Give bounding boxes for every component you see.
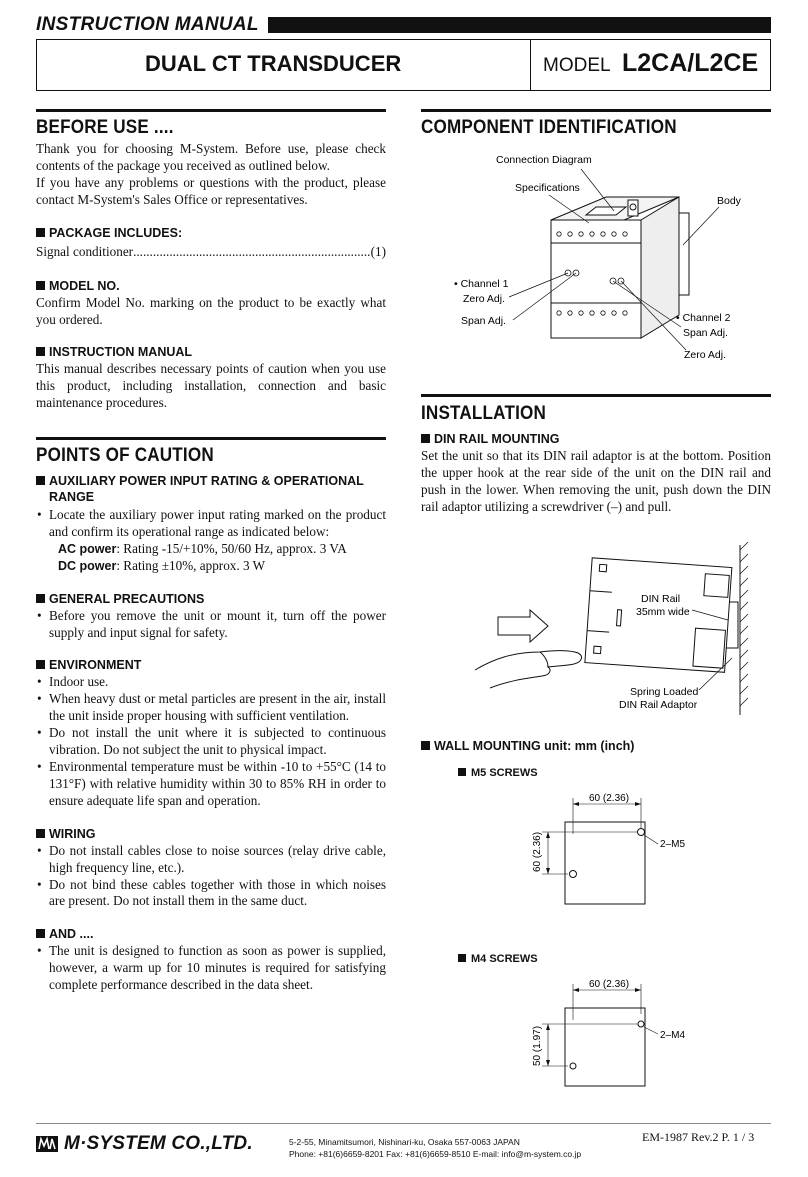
and-text: • The unit is designed to function as soon as power is supplied, however, a warm up for 10 minutes is required for satisfying complete performance described in the data sheet. bbox=[36, 943, 386, 994]
environment-item: • Do not install the unit where it is subjected to continuous vibration. Do not subject the unit to physical impact. bbox=[36, 725, 386, 759]
instruction-manual-text: This manual describes necessary points of caution when you use this product, including installation, connection and basic maintenance procedures. bbox=[36, 361, 386, 411]
label-channel-2: • Channel 2 bbox=[676, 312, 731, 324]
installation-heading: INSTALLATION bbox=[421, 403, 547, 424]
model-value: L2CA/L2CE bbox=[622, 49, 759, 77]
company-name: M·SYSTEM CO.,LTD. bbox=[64, 1133, 253, 1154]
m5-dim-vertical: 60 (2.36) bbox=[532, 831, 543, 872]
aux-power-text: • Locate the auxiliary power input rating marked on the product and confirm its operational range as indicated below: bbox=[36, 507, 386, 541]
environment-item: • When heavy dust or metal particles are present in the air, install the unit inside proper housing with sufficient ventilation. bbox=[36, 691, 386, 725]
din-rail-width-label: 35mm wide bbox=[636, 606, 690, 618]
m5-dim-horizontal: 60 (2.36) bbox=[589, 793, 630, 804]
company-logo bbox=[36, 1133, 253, 1155]
component-heading: COMPONENT IDENTIFICATION bbox=[421, 117, 677, 138]
before-use-section bbox=[36, 141, 386, 412]
label-channel-1: • Channel 1 bbox=[454, 278, 509, 290]
wall-mounting-heading: WALL MOUNTING unit: mm (inch) bbox=[421, 739, 634, 753]
spring-loaded-label: Spring Loaded bbox=[630, 686, 699, 698]
msystem-logo-icon bbox=[36, 1136, 58, 1152]
before-use-contact: If you have any problems or questions with the product, please contact M-System's Sales Office or representatives. bbox=[36, 174, 386, 207]
din-rail-section bbox=[421, 432, 771, 516]
product-title: DUAL CT TRANSDUCER bbox=[145, 51, 402, 76]
aux-power-heading: AUXILIARY POWER INPUT RATING & OPERATIONAL RANGE bbox=[36, 473, 386, 505]
package-item-row bbox=[36, 244, 386, 260]
before-use-intro: Thank you for choosing M-System. Before use, please check contents of the package you received as outlined below. bbox=[36, 141, 386, 173]
package-heading: PACKAGE INCLUDES: bbox=[36, 226, 386, 240]
label-connection-diagram: Connection Diagram bbox=[496, 154, 592, 166]
general-precautions-text: • Before you remove the unit or mount it, turn off the power supply and input signal for safety. bbox=[36, 608, 386, 642]
din-rail-heading: DIN RAIL MOUNTING bbox=[421, 432, 771, 446]
din-rail-text: Set the unit so that its DIN rail adaptor is at the bottom. Position the upper hook at the rear side of the unit on the DIN rail and push in the lower. When removing the unit, push down the DIN rail adaptor utilizing a screwdriver (–) and pull. bbox=[421, 448, 771, 514]
package-qty: (1) bbox=[370, 243, 386, 259]
caution-heading: POINTS OF CAUTION bbox=[36, 445, 214, 466]
title-divider bbox=[530, 39, 531, 91]
m5-heading: M5 SCREWS bbox=[458, 767, 538, 779]
m4-screw-label: 2–M4 bbox=[660, 1030, 686, 1041]
m5-screw-label: 2–M5 bbox=[660, 839, 686, 850]
document-number: EM-1987 Rev.2 P. 1 / 3 bbox=[642, 1130, 755, 1144]
package-item: Signal conditioner bbox=[36, 243, 134, 259]
model-no-heading: MODEL NO. bbox=[36, 279, 386, 293]
section-rule bbox=[36, 109, 386, 112]
din-rail-label: DIN Rail bbox=[641, 593, 681, 605]
m4-mounting-diagram bbox=[530, 976, 710, 1096]
manual-type-label: INSTRUCTION MANUAL bbox=[36, 14, 259, 35]
label-zero-adj-2: Zero Adj. bbox=[684, 349, 727, 361]
section-rule bbox=[421, 109, 771, 112]
label-span-adj-1: Span Adj. bbox=[461, 315, 506, 327]
company-address: 5-2-55, Minamitsumori, Nishinari-ku, Osaka 557-0063 JAPAN Phone: +81(6)6659-8201 Fax: +81(6)6659-8510 E-mail: info@m-system.co.jp bbox=[289, 1137, 582, 1159]
footer-rule bbox=[36, 1123, 771, 1124]
label-span-adj-2: Span Adj. bbox=[683, 327, 728, 339]
instruction-manual-heading: INSTRUCTION MANUAL bbox=[36, 345, 386, 359]
ac-power-line: AC power: Rating -15/+10%, 50/60 Hz, approx. 3 VA bbox=[58, 540, 347, 556]
label-specifications: Specifications bbox=[515, 182, 580, 194]
section-rule bbox=[36, 437, 386, 440]
and-heading: AND .... bbox=[36, 927, 386, 941]
component-diagram bbox=[421, 145, 771, 375]
m4-dim-vertical: 50 (1.97) bbox=[532, 1025, 543, 1066]
m5-mounting-diagram bbox=[530, 790, 710, 910]
model-label: MODEL bbox=[543, 55, 611, 76]
m4-dim-horizontal: 60 (2.36) bbox=[589, 979, 630, 990]
section-rule bbox=[421, 394, 771, 397]
general-precautions-heading: GENERAL PRECAUTIONS bbox=[36, 592, 386, 606]
wiring-item: • Do not bind these cables together with those in which noises are present. Do not install them in the same duct. bbox=[36, 877, 386, 911]
label-body: Body bbox=[717, 195, 741, 207]
label-zero-adj-1: Zero Adj. bbox=[463, 293, 506, 305]
m4-heading: M4 SCREWS bbox=[458, 953, 538, 965]
din-rail-diagram bbox=[470, 540, 770, 715]
header-bar bbox=[268, 17, 771, 33]
din-adaptor-label: DIN Rail Adaptor bbox=[619, 699, 698, 711]
environment-item: • Environmental temperature must be within -10 to +55°C (14 to 131°F) with relative humidity within 30 to 85% RH in order to ensure adequate life span and operation. bbox=[36, 759, 386, 810]
environment-heading: ENVIRONMENT bbox=[36, 658, 386, 672]
caution-section bbox=[36, 473, 386, 994]
before-use-heading: BEFORE USE .... bbox=[36, 117, 174, 138]
model-no-text: Confirm Model No. marking on the product to be exactly what you ordered. bbox=[36, 294, 386, 327]
dc-power-line: DC power: Rating ±10%, approx. 3 W bbox=[58, 557, 266, 573]
environment-item: • Indoor use. bbox=[36, 674, 386, 691]
wiring-item: • Do not install cables close to noise sources (relay drive cable, high frequency line, etc.). bbox=[36, 843, 386, 877]
wiring-heading: WIRING bbox=[36, 827, 386, 841]
